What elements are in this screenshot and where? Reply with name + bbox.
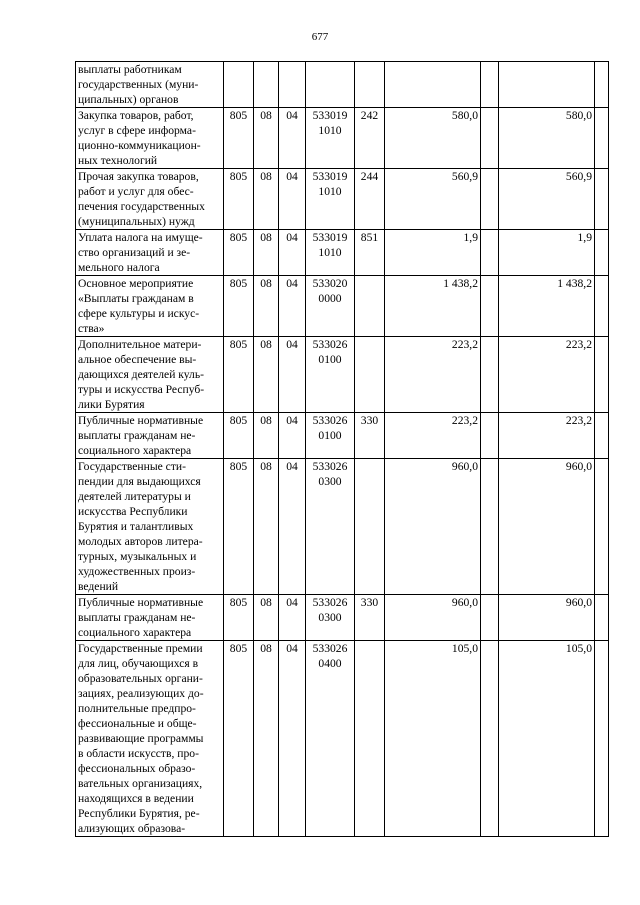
- subsection-code: 04: [279, 337, 306, 413]
- subsection-code: 04: [279, 230, 306, 276]
- table-row: [76, 276, 609, 337]
- amount-extra: [481, 337, 499, 413]
- empty-cell: [595, 337, 609, 413]
- amount: 960,0: [385, 595, 481, 641]
- amount-extra: [481, 595, 499, 641]
- ministry-code: 805: [224, 413, 254, 459]
- target-code: 533026 0400: [306, 641, 355, 837]
- amount-total: [499, 62, 595, 108]
- table-row: [76, 595, 609, 641]
- amount: 960,0: [385, 459, 481, 595]
- table-body: [76, 62, 609, 837]
- expense-type-code: [355, 337, 385, 413]
- amount: 105,0: [385, 641, 481, 837]
- ministry-code: 805: [224, 230, 254, 276]
- amount: 223,2: [385, 413, 481, 459]
- expense-type-code: 330: [355, 595, 385, 641]
- row-name: Прочая закупка товаров, работ и услуг для обес- печения государственных (муниципальных) нужд: [76, 169, 224, 230]
- target-code: 533026 0300: [306, 595, 355, 641]
- ministry-code: 805: [224, 459, 254, 595]
- row-name: Дополнительное матери- альное обеспечение вы- дающихся деятелей куль- туры и искусства Респуб- лики Бурятия: [76, 337, 224, 413]
- expense-type-code: 330: [355, 413, 385, 459]
- budget-table: [75, 61, 609, 837]
- section-code: 08: [254, 276, 279, 337]
- amount-extra: [481, 413, 499, 459]
- target-code: 533019 1010: [306, 230, 355, 276]
- expense-type-code: 851: [355, 230, 385, 276]
- subsection-code: 04: [279, 169, 306, 230]
- row-name: Основное мероприятие «Выплаты гражданам в сфере культуры и искус- ства»: [76, 276, 224, 337]
- target-code: [306, 62, 355, 108]
- row-name: Закупка товаров, работ, услуг в сфере информа- ционно-коммуникацион- ных технологий: [76, 108, 224, 169]
- amount: 1 438,2: [385, 276, 481, 337]
- target-code: 533019 1010: [306, 108, 355, 169]
- table-row: [76, 413, 609, 459]
- empty-cell: [595, 62, 609, 108]
- amount: 1,9: [385, 230, 481, 276]
- amount-total: 960,0: [499, 459, 595, 595]
- amount: 223,2: [385, 337, 481, 413]
- amount-extra: [481, 169, 499, 230]
- subsection-code: 04: [279, 641, 306, 837]
- ministry-code: [224, 62, 254, 108]
- table-row: [76, 169, 609, 230]
- amount: 580,0: [385, 108, 481, 169]
- amount-extra: [481, 62, 499, 108]
- subsection-code: [279, 62, 306, 108]
- table-row: [76, 641, 609, 837]
- empty-cell: [595, 230, 609, 276]
- amount: 560,9: [385, 169, 481, 230]
- row-name: Государственные сти- пендии для выдающихся деятелей литературы и искусства Республики Бурятия и талантливых молодых авторов литера- турных, музыкальных и художественных произ- ведений: [76, 459, 224, 595]
- section-code: [254, 62, 279, 108]
- amount-total: 560,9: [499, 169, 595, 230]
- section-code: 08: [254, 230, 279, 276]
- empty-cell: [595, 413, 609, 459]
- amount-total: 580,0: [499, 108, 595, 169]
- ministry-code: 805: [224, 337, 254, 413]
- target-code: 533026 0100: [306, 413, 355, 459]
- expense-type-code: 242: [355, 108, 385, 169]
- page-number: 677: [311, 31, 329, 43]
- amount-total: 1 438,2: [499, 276, 595, 337]
- empty-cell: [595, 276, 609, 337]
- expense-type-code: [355, 62, 385, 108]
- empty-cell: [595, 459, 609, 595]
- ministry-code: 805: [224, 276, 254, 337]
- amount-extra: [481, 276, 499, 337]
- amount: [385, 62, 481, 108]
- section-code: 08: [254, 641, 279, 837]
- ministry-code: 805: [224, 641, 254, 837]
- amount-extra: [481, 641, 499, 837]
- row-name: Публичные нормативные выплаты гражданам не- социального характера: [76, 595, 224, 641]
- amount-extra: [481, 230, 499, 276]
- table-row: [76, 230, 609, 276]
- table-row: [76, 62, 609, 108]
- subsection-code: 04: [279, 413, 306, 459]
- target-code: 533019 1010: [306, 169, 355, 230]
- table-row: [76, 108, 609, 169]
- empty-cell: [595, 169, 609, 230]
- amount-total: 223,2: [499, 337, 595, 413]
- amount-total: 223,2: [499, 413, 595, 459]
- table-row: [76, 337, 609, 413]
- amount-total: 1,9: [499, 230, 595, 276]
- amount-extra: [481, 459, 499, 595]
- subsection-code: 04: [279, 459, 306, 595]
- empty-cell: [595, 641, 609, 837]
- empty-cell: [595, 595, 609, 641]
- expense-type-code: [355, 276, 385, 337]
- section-code: 08: [254, 169, 279, 230]
- subsection-code: 04: [279, 108, 306, 169]
- amount-extra: [481, 108, 499, 169]
- empty-cell: [595, 108, 609, 169]
- ministry-code: 805: [224, 108, 254, 169]
- ministry-code: 805: [224, 169, 254, 230]
- table-row: [76, 459, 609, 595]
- target-code: 533026 0300: [306, 459, 355, 595]
- expense-type-code: [355, 459, 385, 595]
- target-code: 533026 0100: [306, 337, 355, 413]
- amount-total: 105,0: [499, 641, 595, 837]
- section-code: 08: [254, 413, 279, 459]
- row-name: выплаты работникам государственных (муни- ципальных) органов: [76, 62, 224, 108]
- target-code: 533020 0000: [306, 276, 355, 337]
- subsection-code: 04: [279, 276, 306, 337]
- expense-type-code: [355, 641, 385, 837]
- row-name: Государственные премии для лиц, обучающихся в образовательных органи- зациях, реализующих до- полнительные предпро- фессиональные и обще- развивающие программы в области искусств, про- фессиональных образо- вательных организациях, находящихся в ведении Республики Бурятия, ре- ализующих образова-: [76, 641, 224, 837]
- ministry-code: 805: [224, 595, 254, 641]
- section-code: 08: [254, 337, 279, 413]
- row-name: Публичные нормативные выплаты гражданам не- социального характера: [76, 413, 224, 459]
- section-code: 08: [254, 108, 279, 169]
- section-code: 08: [254, 459, 279, 595]
- subsection-code: 04: [279, 595, 306, 641]
- section-code: 08: [254, 595, 279, 641]
- amount-total: 960,0: [499, 595, 595, 641]
- row-name: Уплата налога на имуще- ство организаций и зе- мельного налога: [76, 230, 224, 276]
- expense-type-code: 244: [355, 169, 385, 230]
